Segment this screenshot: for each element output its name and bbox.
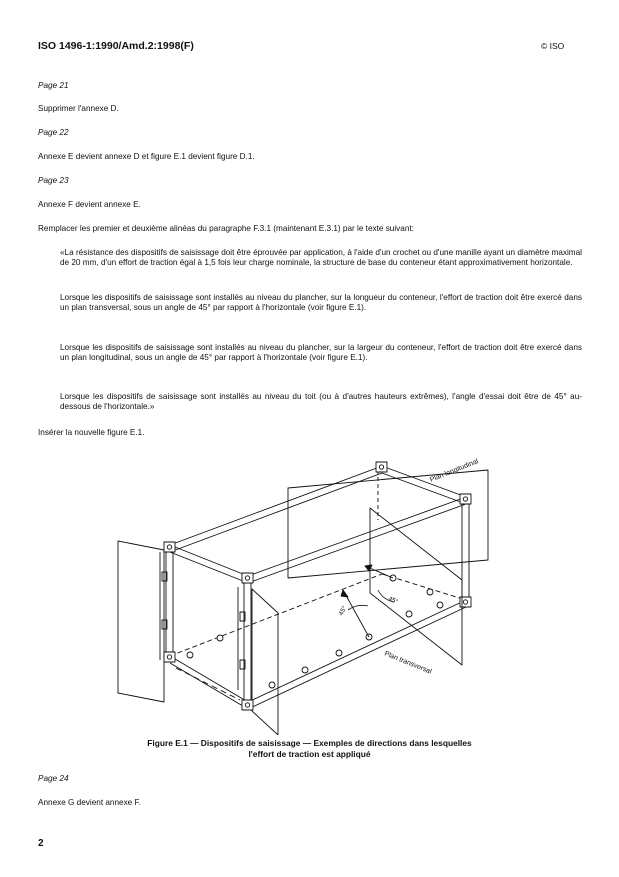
page-ref-21: Page 21 (38, 81, 69, 90)
label-longitudinal-plane: Plan longitudinal (429, 458, 480, 484)
container-roof-frame (170, 466, 466, 583)
longitudinal-plane (288, 470, 488, 578)
right-door-panel (252, 589, 278, 735)
instruction-replace-paragraph: Remplacer les premier et deuxième alinéas du paragraphe F.3.1 (maintenant E.3.1) par le texte suivant: (38, 224, 414, 233)
label-angle-transversal: 45° (337, 604, 349, 617)
quote-paragraph-1: «La résistance des dispositifs de saisissage doit être éprouvée par application, à l'aide d'un crochet ou d'une manille ayant un diamètre maximal de 20 mm, d'un effort de traction égal à 1,5 fois leur charge nominale, la structure de base du conteneur étant approximativement horizontale. (60, 248, 582, 268)
instruction-annex-e-to-d: Annexe E devient annexe D et figure E.1 devient figure D.1. (38, 152, 255, 161)
label-transversal-plane: Plan transversal (383, 650, 433, 676)
container-lashing-figure (0, 445, 619, 735)
left-door-panel (118, 541, 164, 702)
quote-paragraph-3: Lorsque les dispositifs de saisissage sont installés au niveau du plancher, sur la largeur du conteneur, l'effort de traction doit être exercé dans un plan longitudinal, sous un angle de 45° par rapport à l'horizontale (voir figure E.1). (60, 343, 582, 363)
figure-caption-line-2: l'effort de traction est appliqué (248, 748, 371, 759)
page-number: 2 (38, 838, 44, 849)
container-bottom-frame (170, 574, 466, 709)
page-ref-22: Page 22 (38, 128, 69, 137)
quote-paragraph-4: Lorsque les dispositifs de saisissage sont installés au niveau du toit (ou à d'autres hauteurs extrêmes), l'angle d'essai doit être de 45° au-dessous de l'horizontale.» (60, 392, 582, 412)
door-locking-rods (162, 572, 245, 700)
copyright-notice: © ISO (541, 41, 565, 51)
transversal-plane (370, 508, 462, 665)
instruction-annex-g-to-f: Annexe G devient annexe F. (38, 798, 141, 807)
instruction-delete-annex-d: Supprimer l'annexe D. (38, 104, 119, 113)
page-ref-23: Page 23 (38, 176, 69, 185)
label-angle-longitudinal: 45° (387, 595, 400, 606)
page-ref-24: Page 24 (38, 774, 69, 783)
document-header-title: ISO 1496-1:1990/Amd.2:1998(F) (38, 40, 194, 52)
force-arrows (341, 565, 394, 637)
instruction-insert-figure: Insérer la nouvelle figure E.1. (38, 428, 145, 437)
figure-caption (40, 738, 579, 759)
figure-caption-line-1: Figure E.1 — Dispositifs de saisissage — Exemples de directions dans lesquelles (147, 738, 472, 748)
instruction-annex-f-to-e: Annexe F devient annexe E. (38, 200, 141, 209)
quote-paragraph-2: Lorsque les dispositifs de saisissage sont installés au niveau du plancher, sur la longueur du conteneur, l'effort de traction doit être exercé dans un plan transversal, sous un angle de 45° par rapport à l'horizontale (voir figure E.1). (60, 293, 582, 313)
